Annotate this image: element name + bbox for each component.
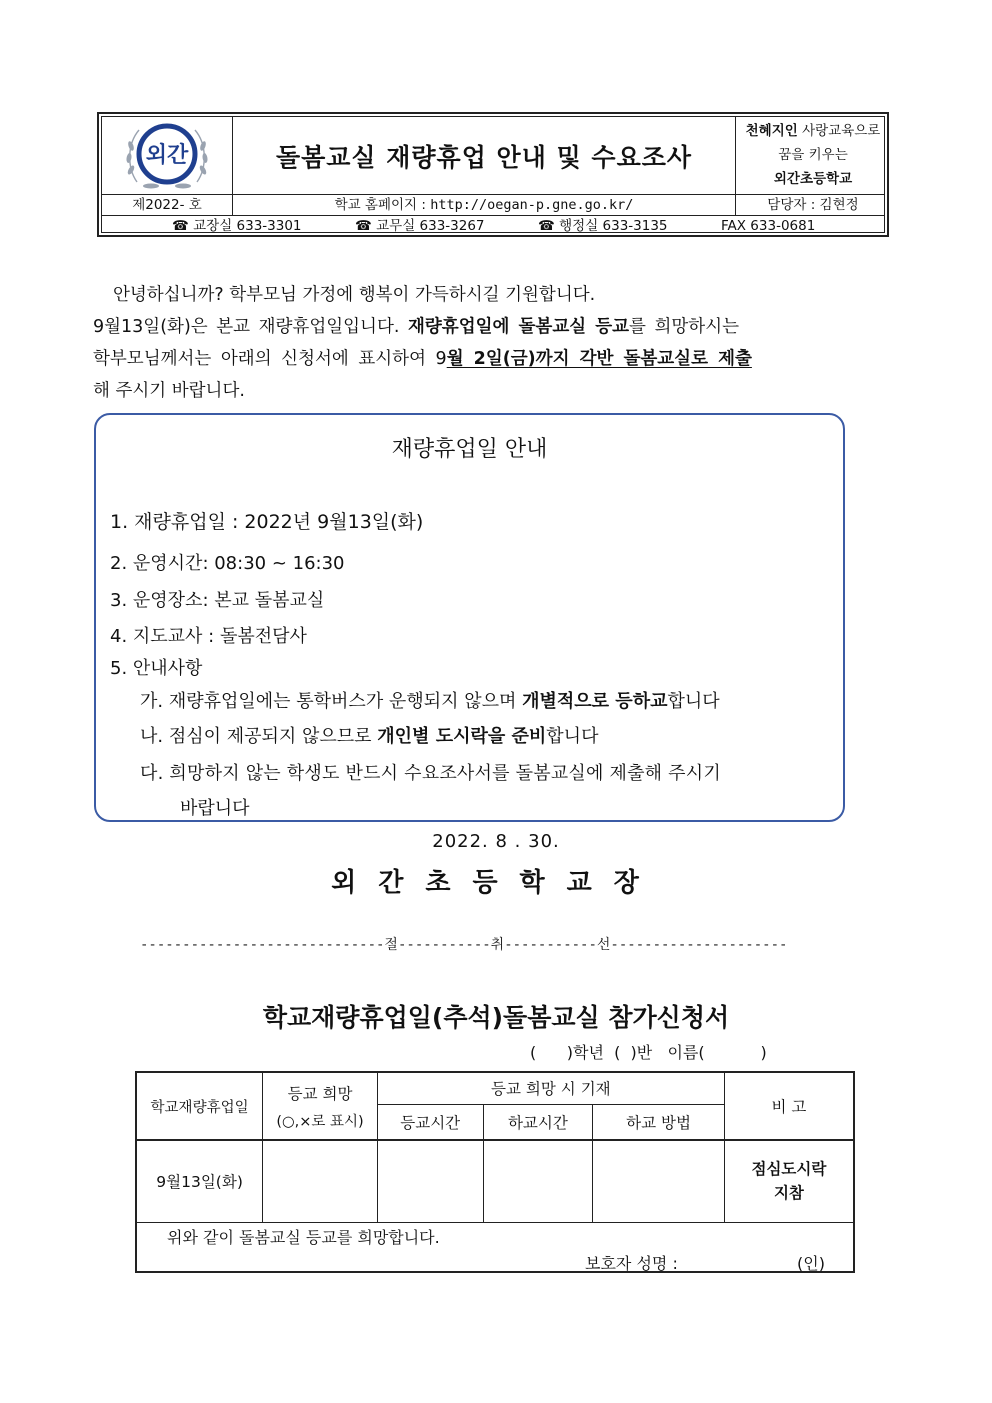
notice-item-guidance: 5. 안내사항 bbox=[110, 658, 203, 679]
intro-line-4: 해 주시기 바랍니다. bbox=[93, 381, 245, 401]
notice-sub-c: 다. 희망하지 않는 학생도 반드시 수요조사서를 돌봄교실에 제출해 주시기 bbox=[140, 763, 721, 784]
note-cell: 점심도시락 지참 bbox=[724, 1140, 854, 1222]
col-header-leave: 하교시간 bbox=[483, 1104, 593, 1140]
homepage-link[interactable]: http://oegan-p.gne.go.kr/ bbox=[430, 197, 634, 213]
school-logo bbox=[102, 117, 232, 194]
form-title: 학교재량휴업일(추석)돌봄교실 참가신청서 bbox=[262, 1003, 730, 1032]
intro-line-1: 안녕하십니까? 학부모님 가정에 행복이 가득하시길 기원합니다. bbox=[113, 285, 596, 305]
confirmation-row bbox=[136, 1222, 854, 1272]
manager-name: 담당자 : 김현정 bbox=[767, 197, 859, 213]
notice-item-teacher: 4. 지도교사 : 돌봄전담사 bbox=[110, 626, 307, 647]
contact-fax: FAX 633-0681 bbox=[721, 218, 816, 234]
seal-mark: (인) bbox=[797, 1253, 825, 1273]
notice-item-date: 1. 재량휴업일 : 2022년 9월13일(화) bbox=[110, 511, 424, 533]
confirmation-text: 위와 같이 돌봄교실 등교를 희망합니다. bbox=[167, 1227, 440, 1247]
col-header-group: 등교 희망 시 기재 bbox=[377, 1072, 724, 1104]
student-info-line: ( )학년 ( )반 이름( ) bbox=[530, 1043, 767, 1062]
notice-item-hours: 2. 운영시간: 08:30 ~ 16:30 bbox=[110, 553, 345, 574]
homepage-info: 학교 홈페이지 : http://oegan-p.gne.go.kr/ bbox=[334, 197, 634, 213]
letterhead bbox=[97, 112, 889, 237]
arrive-time-cell[interactable] bbox=[377, 1140, 483, 1222]
leave-method-cell[interactable] bbox=[593, 1140, 725, 1222]
notice-title: 재량휴업일 안내 bbox=[391, 437, 548, 462]
notice-sub-c-cont: 바랍니다 bbox=[180, 798, 250, 819]
col-header-arrive: 등교시간 bbox=[377, 1104, 483, 1140]
contact-admin: ☎ 행정실 633-3135 bbox=[538, 218, 668, 234]
row-date: 9월13일(화) bbox=[136, 1140, 263, 1222]
page-title: 돌봄교실 재량휴업 안내 및 수요조사 bbox=[275, 142, 693, 172]
col-header-method: 하교 방법 bbox=[593, 1104, 725, 1140]
contact-teachers: ☎ 교무실 633-3267 bbox=[355, 218, 485, 234]
leave-time-cell[interactable] bbox=[483, 1140, 593, 1222]
col-header-hope: 등교 희망 (○,×로 표시) bbox=[263, 1072, 378, 1140]
issue-number: 제2022- 호 bbox=[132, 197, 202, 213]
issue-date: 2022. 8 . 30. bbox=[432, 831, 560, 852]
hope-cell[interactable] bbox=[263, 1140, 378, 1222]
svg-text:외간: 외간 bbox=[145, 142, 189, 168]
cut-line: -----------------------------절-----------취-----------선--------------------- bbox=[140, 937, 788, 953]
intro-line-2: 9월13일(화)은 본교 재량휴업일입니다. 재량휴업일에 돌봄교실 등교를 희망하시는 bbox=[93, 317, 740, 337]
contact-row bbox=[102, 216, 884, 237]
col-header-date: 학교재량휴업일 bbox=[136, 1072, 263, 1140]
guardian-label: 보호자 성명 : bbox=[585, 1253, 678, 1273]
contact-principal: ☎ 교장실 633-3301 bbox=[172, 218, 302, 234]
principal-signature: 외간초등학교장 bbox=[331, 868, 661, 898]
intro-line-3: 학부모님께서는 아래의 신청서에 표시하여 9월 2일(금)까지 각반 돌봄교실로 제출 bbox=[93, 349, 752, 369]
notice-sub-a: 가. 재량휴업일에는 통학버스가 운행되지 않으며 개별적으로 등하교합니다 bbox=[140, 691, 720, 712]
school-slogan: 천혜지인 사랑교육으로 꿈을 키우는 외간초등학교 bbox=[745, 123, 881, 187]
notice-item-place: 3. 운영장소: 본교 돌봄교실 bbox=[110, 590, 325, 611]
col-header-note: 비 고 bbox=[724, 1072, 854, 1140]
notice-sub-b: 나. 점심이 제공되지 않으므로 개인별 도시락을 준비합니다 bbox=[140, 726, 599, 747]
application-table bbox=[135, 1071, 855, 1273]
